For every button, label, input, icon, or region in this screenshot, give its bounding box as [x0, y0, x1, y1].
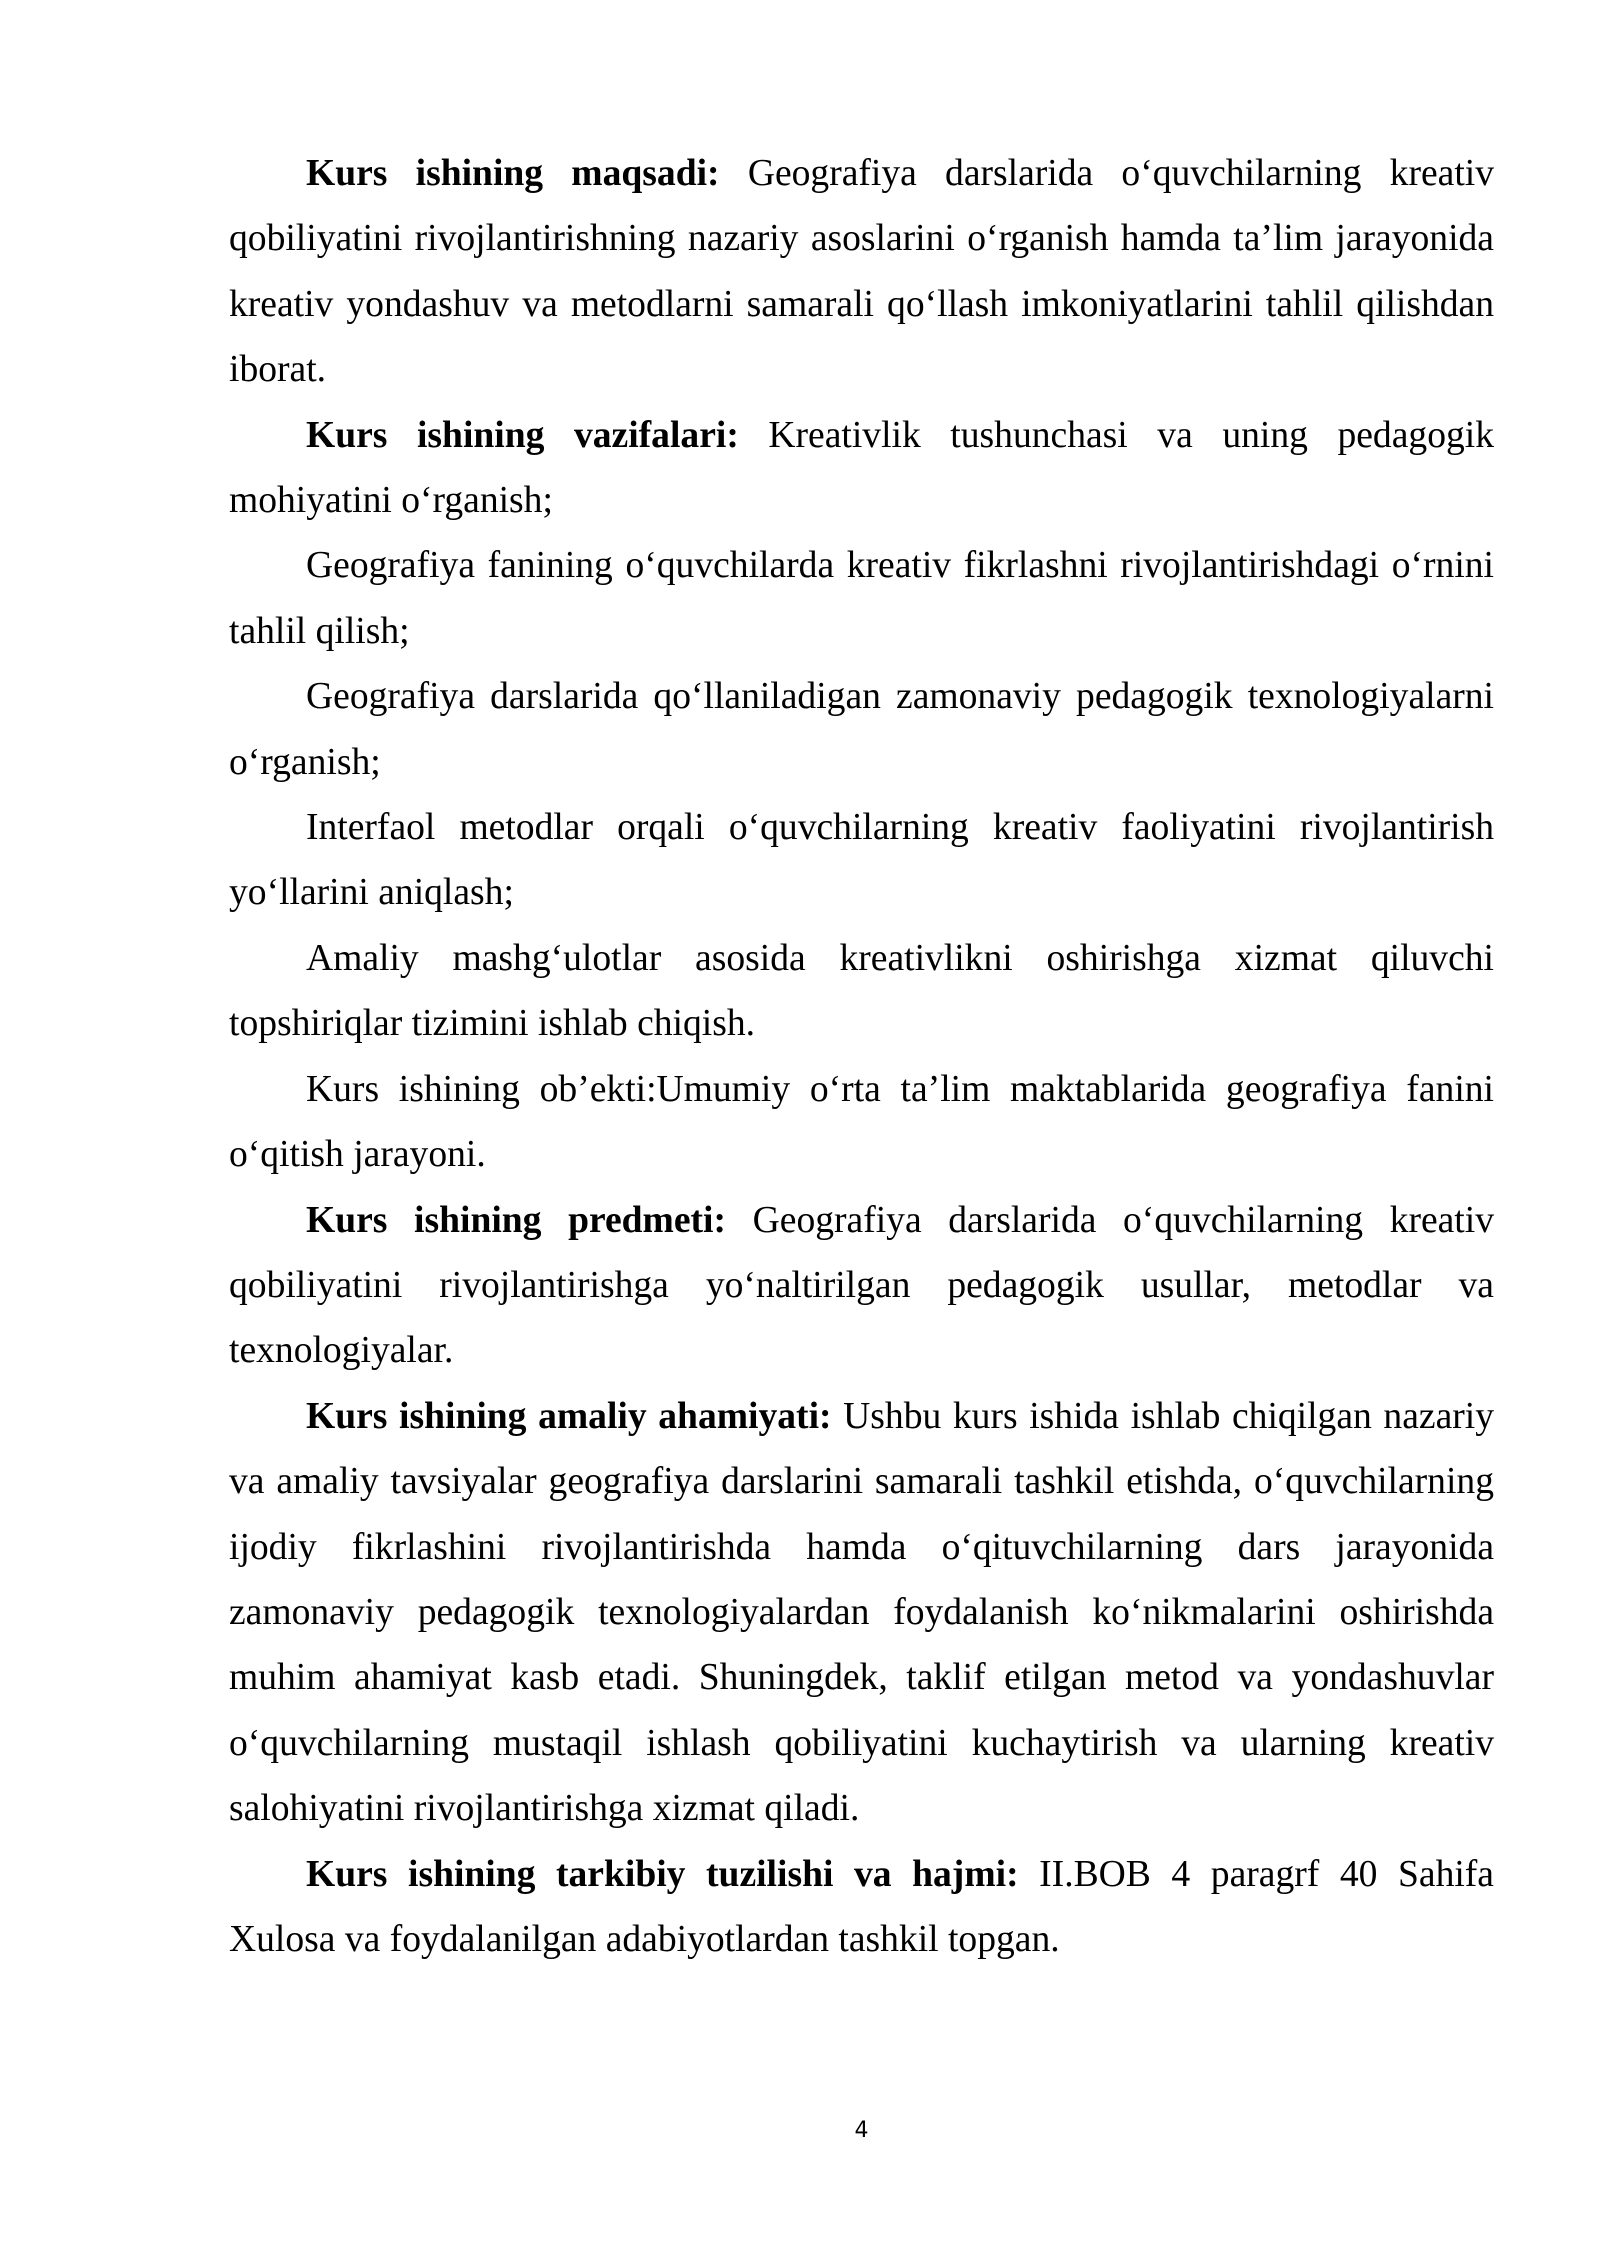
document-body [229, 141, 1494, 1972]
paragraph-task-2 [229, 533, 1494, 664]
paragraph-text: Interfaol metodlar orqali o‘quvchilarning kreativ faoliyatini rivojlantirish yo‘llarini aniqlash; [229, 807, 1494, 914]
paragraph-text: Geografiya darslarida qo‘llaniladigan zamonaviy pedagogik texnologiyalarni o‘rganish; [229, 676, 1494, 783]
paragraph-text: Ushbu kurs ishida ishlab chiqilgan nazariy va amaliy tavsiyalar geografiya darslarini samarali tashkil etishda, o‘quvchilarning ijodiy fikrlashini rivojlantirishda hamda o‘qituvchilarning dars jarayonida zamonaviy pedagogik texnologiyalardan foydalanish ko‘nikmalarini oshirishda muhim ahamiyat kasb etadi. Shuningdek, taklif etilgan metod va yondashuvlar o‘quvchilarning mustaqil ishlash qobiliyatini kuchaytirish va ularning kreativ salohiyatini rivojlantirishga xizmat qiladi. [229, 1395, 1494, 1830]
paragraph-label: Kurs ishining tarkibiy tuzilishi va hajmi: [306, 1853, 1019, 1895]
paragraph-task-5 [229, 926, 1494, 1057]
paragraph-text: Kurs ishining ob’ekti:Umumiy o‘rta ta’lim maktablarida geografiya fanini o‘qitish jarayoni. [229, 1068, 1494, 1176]
paragraph-text: Kreativlik tushunchasi va uning pedagogik mohiyatini o‘rganish; [229, 414, 1494, 522]
paragraph-amaliy-ahamiyati [229, 1384, 1494, 1842]
paragraph-label: Kurs ishining vazifalari: [306, 414, 739, 456]
paragraph-vazifalari [229, 403, 1494, 534]
page-number: 4 [854, 2118, 869, 2143]
paragraph-task-4 [229, 795, 1494, 926]
paragraph-text: Geografiya darslarida o‘quvchilarning kreativ qobiliyatini rivojlantirishga yo‘naltirilgan pedagogik usullar, metodlar va texnologiyalar. [229, 1199, 1494, 1372]
paragraph-text: Geografiya fanining o‘quvchilarda kreativ fikrlashni rivojlantirishdagi o‘rnini tahlil qilish; [229, 545, 1494, 652]
paragraph-text: Geografiya darslarida o‘quvchilarning kreativ qobiliyatini rivojlantirishning nazariy asoslarini o‘rganish hamda ta’lim jarayonida kreativ yondashuv va metodlarni samarali qo‘llash imkoniyatlarini tahlil qilishdan iborat. [229, 153, 1494, 391]
paragraph-label: Kurs ishining maqsadi: [306, 153, 720, 194]
paragraph-tarkibiy-tuzilishi [229, 1842, 1494, 1973]
paragraph-maqsadi [229, 141, 1494, 403]
paragraph-predmeti [229, 1188, 1494, 1384]
paragraph-text: II.BOB 4 paragrf 40 Sahifa Xulosa va foydalanilgan adabiyotlardan tashkil topgan. [229, 1853, 1494, 1960]
paragraph-text: Amaliy mashg‘ulotlar asosida kreativlikni oshirishga xizmat qiluvchi topshiriqlar tizimini ishlab chiqish. [229, 937, 1494, 1045]
paragraph-label: Kurs ishining predmeti: [306, 1199, 727, 1241]
paragraph-obekti [229, 1057, 1494, 1188]
paragraph-task-3 [229, 664, 1494, 795]
paragraph-label: Kurs ishining amaliy ahamiyati: [306, 1395, 832, 1437]
